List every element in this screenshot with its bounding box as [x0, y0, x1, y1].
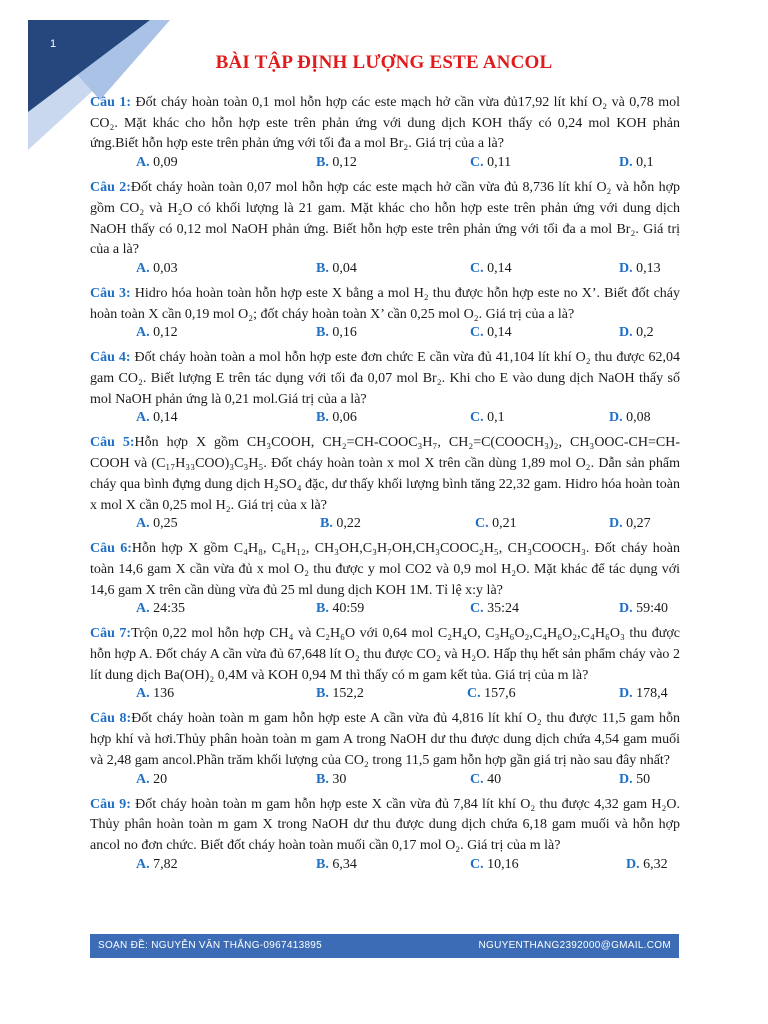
answer-letter: D.	[626, 856, 640, 872]
answer-value: 0,04	[328, 260, 357, 276]
answer-row	[90, 857, 680, 877]
answer-a	[136, 772, 167, 788]
answer-letter: C.	[470, 325, 484, 341]
answer-c	[470, 857, 519, 873]
answer-b	[316, 772, 346, 788]
question-body: Hỗn hợp X gồm C₄H₈, C₆H₁₂, CH₃OH,C₃H₇OH,CH₃COOC₂H₅, CH₃COOCH₃. Đốt cháy hoàn toàn 14,6 gam X cần vừa đủ x mol O₂ thu được y mol CO2 và 0,9 mol H₂O. Mặt khác để tác dụng với 14,6 gam X trên cần dùng vừa đủ 25 ml dung dịch KOH 1M. Tỉ lệ x:y là?	[90, 541, 680, 598]
answer-letter: B.	[316, 155, 329, 171]
answer-value: 0,1	[632, 155, 654, 171]
answer-value: 0,1	[483, 410, 505, 426]
question-6	[90, 539, 680, 621]
answer-letter: C.	[467, 686, 481, 702]
question-4	[90, 348, 680, 430]
answer-value: 157,6	[480, 686, 516, 702]
question-label: Câu 9:	[90, 796, 131, 812]
answer-letter: A.	[136, 516, 150, 532]
answer-value: 0,25	[149, 516, 178, 532]
answer-b	[316, 857, 357, 873]
answer-letter: D.	[619, 260, 633, 276]
answer-d	[619, 155, 654, 171]
answer-letter: A.	[136, 856, 150, 872]
answer-letter: C.	[470, 155, 484, 171]
answer-d	[619, 601, 668, 617]
answer-letter: A.	[136, 686, 150, 702]
question-8	[90, 709, 680, 791]
answer-a	[136, 325, 178, 341]
answer-d	[609, 410, 651, 426]
answer-value: 0,14	[483, 325, 512, 341]
answer-value: 0,2	[632, 325, 654, 341]
answer-value: 0,16	[328, 325, 357, 341]
answer-letter: A.	[136, 325, 150, 341]
answer-letter: B.	[320, 516, 333, 532]
answer-value: 6,32	[639, 856, 668, 872]
answer-letter: A.	[136, 410, 150, 426]
answer-letter: D.	[609, 410, 623, 426]
question-list	[90, 93, 680, 880]
question-body: Trộn 0,22 mol hỗn hợp CH₄ và C₂H₆O với 0,64 mol C₂H₄O, C₃H₆O₂,C₄H₆O₂,C₄H₆O₃ thu được hỗn hợp A. Đốt cháy A cần vừa đủ 67,648 lít O₂ thu được CO₂ và H₂O. Hấp thụ hết sản phẩm cháy vào 2 lít dung dịch Ba(OH)₂ 0,4M và KOH 0,94 M thì thấy có m gam kết tủa. Giá trị của m là?	[90, 626, 681, 683]
answer-value: 0,12	[328, 155, 357, 171]
answer-letter: B.	[316, 686, 329, 702]
answer-letter: D.	[619, 771, 633, 787]
question-body: Đốt cháy hoàn toàn m gam hỗn hợp este X cần vừa đủ 7,84 lít khí O₂ thu được 4,32 gam H₂O. Thủy phân hoàn toàn m gam X trong NaOH dư thu được dung dịch chứa 6,18 gam muối và hỗn hợp ancol no đơn chức. Biết đốt cháy hoàn toàn muối cần 0,17 mol O₂. Giá trị của m là?	[90, 796, 680, 853]
answer-letter: A.	[136, 260, 150, 276]
answer-row	[90, 516, 680, 536]
answer-d	[619, 772, 650, 788]
answer-c	[475, 516, 517, 532]
question-7	[90, 624, 680, 706]
answer-letter: D.	[609, 516, 623, 532]
answer-d	[619, 261, 661, 277]
answer-value: 0,09	[149, 155, 178, 171]
answer-letter: C.	[470, 771, 484, 787]
answer-row	[90, 261, 680, 281]
answer-letter: B.	[316, 771, 329, 787]
question-label: Câu 6:	[90, 541, 132, 557]
answer-letter: B.	[316, 260, 329, 276]
answer-row	[90, 410, 680, 430]
answer-a	[136, 410, 178, 426]
answer-value: 0,14	[149, 410, 178, 426]
answer-d	[619, 686, 668, 702]
answer-d	[626, 857, 668, 873]
answer-b	[320, 516, 361, 532]
answer-letter: D.	[619, 155, 633, 171]
answer-b	[316, 686, 364, 702]
answer-value: 7,82	[149, 856, 178, 872]
question-3	[90, 284, 680, 345]
answer-letter: B.	[316, 601, 329, 617]
answer-letter: A.	[136, 155, 150, 171]
answer-a	[136, 857, 178, 873]
question-text	[90, 348, 680, 410]
answer-value: 0,27	[622, 516, 651, 532]
question-text	[90, 539, 680, 601]
answer-letter: A.	[136, 601, 150, 617]
answer-c	[470, 261, 512, 277]
question-text	[90, 178, 680, 261]
question-label: Câu 4:	[90, 350, 131, 366]
answer-value: 136	[149, 686, 175, 702]
answer-value: 20	[149, 771, 168, 787]
question-body: Đốt cháy hoàn toàn m gam hỗn hợp este A cần vừa đủ 4,816 lít khí O₂ thu được 11,5 gam hỗn hợp khí và hơi.Thủy phân hoàn toàn m gam A trong NaOH dư thu được dung dịch chứa 4,54 gam muối và 2,48 gam ancol.Phần trăm khối lượng của CO₂ trong 11,5 gam hỗn hợp gần giá trị nào sau đây nhất?	[90, 711, 681, 768]
answer-c	[470, 155, 511, 171]
answer-value: 0,06	[328, 410, 357, 426]
answer-letter: D.	[619, 601, 633, 617]
answer-b	[316, 601, 364, 617]
question-text	[90, 709, 680, 771]
answer-c	[470, 410, 505, 426]
answer-letter: B.	[316, 410, 329, 426]
answer-c	[470, 325, 512, 341]
question-text	[90, 433, 680, 516]
answer-c	[467, 686, 516, 702]
answer-letter: B.	[316, 325, 329, 341]
answer-letter: C.	[470, 601, 484, 617]
footer-bar	[90, 934, 679, 958]
answer-a	[136, 155, 178, 171]
question-1	[90, 93, 680, 175]
answer-value: 0,21	[488, 516, 517, 532]
question-text	[90, 284, 680, 325]
question-body: Đốt cháy hoàn toàn 0,07 mol hỗn hợp các este mạch hở cần vừa đủ 8,736 lít khí O₂ và hỗn hợp gồm CO₂ và H₂O có khối lượng là 21 gam. Mặt khác cho hỗn hợp este trên phản ứng với dung dịch NaOH thấy có 0,12 mol NaOH phản ứng. Biết hỗn hợp este trên phản ứng với tối đa a mol Br₂. Giá trị của a là?	[90, 180, 681, 258]
answer-value: 40	[483, 771, 502, 787]
answer-value: 35:24	[483, 601, 520, 617]
answer-letter: C.	[470, 410, 484, 426]
answer-letter: A.	[136, 771, 150, 787]
question-label: Câu 2:	[90, 180, 131, 196]
answer-value: 178,4	[632, 686, 668, 702]
answer-b	[316, 325, 357, 341]
answer-value: 40:59	[328, 601, 365, 617]
footer-email: NGUYENTHANG2392000@GMAIL.COM	[478, 940, 671, 951]
answer-value: 0,08	[622, 410, 651, 426]
answer-d	[609, 516, 651, 532]
question-label: Câu 7:	[90, 626, 132, 642]
footer-author: SOẠN ĐỀ: NGUYỄN VĂN THẮNG-0967413895	[98, 940, 323, 951]
question-label: Câu 8:	[90, 711, 132, 727]
answer-b	[316, 261, 357, 277]
question-body: Đốt cháy hoàn toàn a mol hỗn hợp este đơn chức E cần vừa đủ 41,104 lít khí O₂ thu được 62,04 gam CO₂. Biết lượng E trên tác dụng với tối đa 0,07 mol Br₂. Khi cho E vào dung dịch NaOH thấy số mol NaOH phản ứng là 0,21 mol.Giá trị của a là?	[90, 350, 680, 407]
answer-b	[316, 155, 357, 171]
answer-value: 0,03	[149, 260, 178, 276]
answer-letter: C.	[470, 856, 484, 872]
question-5	[90, 433, 680, 536]
answer-letter: D.	[619, 686, 633, 702]
answer-value: 0,11	[483, 155, 512, 171]
question-label: Câu 1:	[90, 95, 132, 110]
question-label: Câu 3:	[90, 285, 131, 301]
answer-value: 6,34	[328, 856, 357, 872]
answer-value: 0,14	[483, 260, 512, 276]
question-body: Hỗn hợp X gồm CH₃COOH, CH₂=CH-COOC₃H₇, CH₂=C(COOCH₃)₂, CH₃OOC-CH=CH-COOH và (C₁₇H₃₃COO)₃C₃H₅. Đốt cháy hoàn toàn x mol X trên cần dùng 1,89 mol O₂. Dẫn sản phẩm cháy qua bình đựng dung dịch H₂SO₄ đặc, dư thấy khối lượng bình tăng 22,32 gam. Hidro hóa hoàn toàn x mol X cần 0,25 mol H₂. Giá trị của x là?	[90, 435, 680, 513]
answer-value: 152,2	[328, 686, 364, 702]
answer-a	[136, 601, 185, 617]
answer-value: 0,12	[149, 325, 178, 341]
answer-row	[90, 772, 680, 792]
question-text	[90, 93, 680, 155]
answer-letter: B.	[316, 856, 329, 872]
answer-d	[619, 325, 654, 341]
answer-letter: C.	[470, 260, 484, 276]
answer-c	[470, 601, 519, 617]
answer-a	[136, 516, 178, 532]
answer-row	[90, 686, 680, 706]
answer-row	[90, 601, 680, 621]
answer-value: 30	[328, 771, 347, 787]
answer-value: 59:40	[632, 601, 669, 617]
answer-row	[90, 155, 680, 175]
page-title: BÀI TẬP ĐỊNH LƯỢNG ESTE ANCOL	[215, 52, 553, 73]
answer-a	[136, 261, 178, 277]
answer-c	[470, 772, 501, 788]
answer-value: 0,13	[632, 260, 661, 276]
question-body: Đốt cháy hoàn toàn 0,1 mol hỗn hợp các este mạch hở cần vừa đủ17,92 lít khí O₂ và 0,78 mol CO₂. Mặt khác cho hỗn hợp este trên phản ứng với dung dịch KOH thấy có 0,24 mol KOH phản ứng.Biết hỗn hợp este trên phản ứng với tối đa a mol Br₂. Giá trị của a là?	[90, 95, 681, 152]
answer-value: 0,22	[332, 516, 361, 532]
answer-letter: D.	[619, 325, 633, 341]
page-number: 1	[50, 38, 57, 50]
question-text	[90, 624, 680, 686]
answer-row	[90, 325, 680, 345]
answer-value: 50	[632, 771, 651, 787]
answer-value: 10,16	[483, 856, 519, 872]
answer-a	[136, 686, 174, 702]
answer-value: 24:35	[149, 601, 186, 617]
question-9	[90, 795, 680, 877]
question-label: Câu 5:	[90, 435, 135, 451]
question-2	[90, 178, 680, 281]
question-body: Hidro hóa hoàn toàn hỗn hợp este X bằng a mol H₂ thu được hỗn hợp este no X’. Biết đốt cháy hoàn toàn X cần 0,19 mol O₂; đốt cháy hoàn toàn X’ cần 0,25 mol O₂. Giá trị của a là?	[90, 285, 680, 322]
answer-letter: C.	[475, 516, 489, 532]
answer-b	[316, 410, 357, 426]
question-text	[90, 795, 680, 857]
